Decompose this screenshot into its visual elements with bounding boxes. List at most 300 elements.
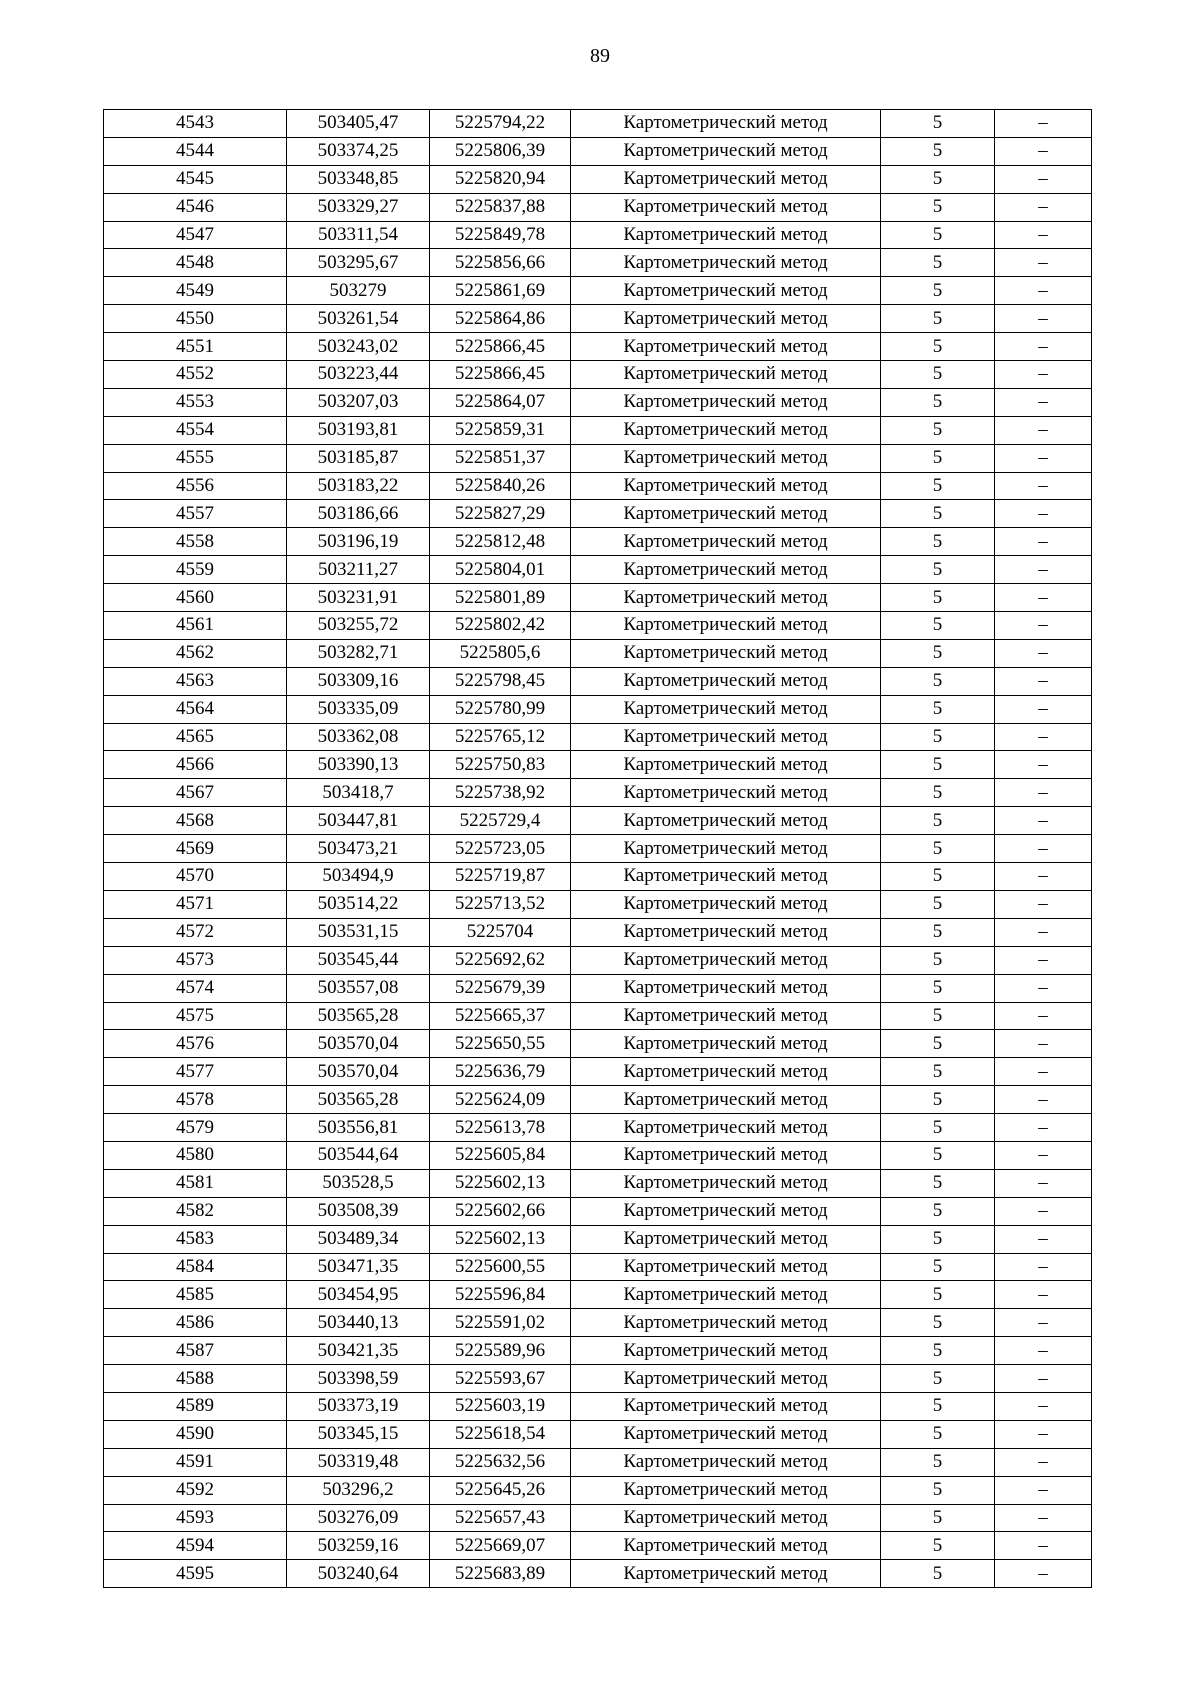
table-row bbox=[104, 110, 1092, 138]
accuracy-cell: 5 bbox=[881, 305, 995, 333]
accuracy-cell: 5 bbox=[881, 1532, 995, 1560]
accuracy-cell: 5 bbox=[881, 1309, 995, 1337]
method-cell: Картометрический метод bbox=[571, 1448, 881, 1476]
point-number-cell: 4563 bbox=[104, 667, 287, 695]
description-cell: – bbox=[995, 946, 1092, 974]
table-row bbox=[104, 723, 1092, 751]
table-row bbox=[104, 388, 1092, 416]
point-number-cell: 4588 bbox=[104, 1365, 287, 1393]
coordinates-table bbox=[103, 109, 1092, 1588]
y-coordinate-cell: 5225618,54 bbox=[430, 1420, 571, 1448]
method-cell: Картометрический метод bbox=[571, 1225, 881, 1253]
point-number-cell: 4553 bbox=[104, 388, 287, 416]
accuracy-cell: 5 bbox=[881, 974, 995, 1002]
method-cell: Картометрический метод bbox=[571, 918, 881, 946]
y-coordinate-cell: 5225840,26 bbox=[430, 472, 571, 500]
method-cell: Картометрический метод bbox=[571, 835, 881, 863]
description-cell: – bbox=[995, 1337, 1092, 1365]
point-number-cell: 4591 bbox=[104, 1448, 287, 1476]
description-cell: – bbox=[995, 277, 1092, 305]
point-number-cell: 4594 bbox=[104, 1532, 287, 1560]
description-cell: – bbox=[995, 556, 1092, 584]
method-cell: Картометрический метод bbox=[571, 165, 881, 193]
description-cell: – bbox=[995, 110, 1092, 138]
y-coordinate-cell: 5225719,87 bbox=[430, 863, 571, 891]
description-cell: – bbox=[995, 1560, 1092, 1588]
table-row bbox=[104, 1476, 1092, 1504]
x-coordinate-cell: 503311,54 bbox=[287, 221, 430, 249]
point-number-cell: 4562 bbox=[104, 639, 287, 667]
point-number-cell: 4547 bbox=[104, 221, 287, 249]
y-coordinate-cell: 5225650,55 bbox=[430, 1030, 571, 1058]
method-cell: Картометрический метод bbox=[571, 863, 881, 891]
accuracy-cell: 5 bbox=[881, 1197, 995, 1225]
table-row bbox=[104, 1141, 1092, 1169]
point-number-cell: 4576 bbox=[104, 1030, 287, 1058]
y-coordinate-cell: 5225602,13 bbox=[430, 1225, 571, 1253]
table-row bbox=[104, 221, 1092, 249]
y-coordinate-cell: 5225765,12 bbox=[430, 723, 571, 751]
description-cell: – bbox=[995, 416, 1092, 444]
method-cell: Картометрический метод bbox=[571, 1058, 881, 1086]
point-number-cell: 4567 bbox=[104, 779, 287, 807]
x-coordinate-cell: 503557,08 bbox=[287, 974, 430, 1002]
method-cell: Картометрический метод bbox=[571, 974, 881, 1002]
accuracy-cell: 5 bbox=[881, 667, 995, 695]
description-cell: – bbox=[995, 1309, 1092, 1337]
accuracy-cell: 5 bbox=[881, 779, 995, 807]
table-row bbox=[104, 639, 1092, 667]
table-row bbox=[104, 695, 1092, 723]
point-number-cell: 4554 bbox=[104, 416, 287, 444]
description-cell: – bbox=[995, 974, 1092, 1002]
x-coordinate-cell: 503508,39 bbox=[287, 1197, 430, 1225]
method-cell: Картометрический метод bbox=[571, 1365, 881, 1393]
table-row bbox=[104, 444, 1092, 472]
accuracy-cell: 5 bbox=[881, 277, 995, 305]
method-cell: Картометрический метод bbox=[571, 361, 881, 389]
table-row bbox=[104, 1114, 1092, 1142]
x-coordinate-cell: 503186,66 bbox=[287, 500, 430, 528]
description-cell: – bbox=[995, 500, 1092, 528]
description-cell: – bbox=[995, 1086, 1092, 1114]
x-coordinate-cell: 503183,22 bbox=[287, 472, 430, 500]
method-cell: Картометрический метод bbox=[571, 1476, 881, 1504]
method-cell: Картометрический метод bbox=[571, 1392, 881, 1420]
table-row bbox=[104, 305, 1092, 333]
y-coordinate-cell: 5225679,39 bbox=[430, 974, 571, 1002]
point-number-cell: 4595 bbox=[104, 1560, 287, 1588]
description-cell: – bbox=[995, 305, 1092, 333]
accuracy-cell: 5 bbox=[881, 1141, 995, 1169]
table-row bbox=[104, 918, 1092, 946]
point-number-cell: 4551 bbox=[104, 333, 287, 361]
table-row bbox=[104, 193, 1092, 221]
accuracy-cell: 5 bbox=[881, 221, 995, 249]
x-coordinate-cell: 503570,04 bbox=[287, 1030, 430, 1058]
y-coordinate-cell: 5225683,89 bbox=[430, 1560, 571, 1588]
description-cell: – bbox=[995, 388, 1092, 416]
accuracy-cell: 5 bbox=[881, 193, 995, 221]
y-coordinate-cell: 5225864,07 bbox=[430, 388, 571, 416]
x-coordinate-cell: 503489,34 bbox=[287, 1225, 430, 1253]
y-coordinate-cell: 5225805,6 bbox=[430, 639, 571, 667]
description-cell: – bbox=[995, 221, 1092, 249]
accuracy-cell: 5 bbox=[881, 361, 995, 389]
description-cell: – bbox=[995, 1448, 1092, 1476]
point-number-cell: 4570 bbox=[104, 863, 287, 891]
method-cell: Картометрический метод bbox=[571, 807, 881, 835]
point-number-cell: 4565 bbox=[104, 723, 287, 751]
point-number-cell: 4586 bbox=[104, 1309, 287, 1337]
method-cell: Картометрический метод bbox=[571, 1253, 881, 1281]
method-cell: Картометрический метод bbox=[571, 472, 881, 500]
point-number-cell: 4579 bbox=[104, 1114, 287, 1142]
x-coordinate-cell: 503531,15 bbox=[287, 918, 430, 946]
point-number-cell: 4557 bbox=[104, 500, 287, 528]
method-cell: Картометрический метод bbox=[571, 1420, 881, 1448]
point-number-cell: 4555 bbox=[104, 444, 287, 472]
accuracy-cell: 5 bbox=[881, 1448, 995, 1476]
description-cell: – bbox=[995, 1420, 1092, 1448]
coordinates-table-body bbox=[104, 110, 1092, 1588]
table-row bbox=[104, 416, 1092, 444]
y-coordinate-cell: 5225866,45 bbox=[430, 333, 571, 361]
table-row bbox=[104, 835, 1092, 863]
table-row bbox=[104, 1560, 1092, 1588]
description-cell: – bbox=[995, 1058, 1092, 1086]
accuracy-cell: 5 bbox=[881, 472, 995, 500]
accuracy-cell: 5 bbox=[881, 1002, 995, 1030]
x-coordinate-cell: 503447,81 bbox=[287, 807, 430, 835]
method-cell: Картометрический метод bbox=[571, 305, 881, 333]
table-row bbox=[104, 500, 1092, 528]
accuracy-cell: 5 bbox=[881, 556, 995, 584]
table-row bbox=[104, 1225, 1092, 1253]
y-coordinate-cell: 5225589,96 bbox=[430, 1337, 571, 1365]
y-coordinate-cell: 5225866,45 bbox=[430, 361, 571, 389]
description-cell: – bbox=[995, 1169, 1092, 1197]
y-coordinate-cell: 5225859,31 bbox=[430, 416, 571, 444]
description-cell: – bbox=[995, 863, 1092, 891]
point-number-cell: 4585 bbox=[104, 1281, 287, 1309]
point-number-cell: 4566 bbox=[104, 751, 287, 779]
method-cell: Картометрический метод bbox=[571, 193, 881, 221]
y-coordinate-cell: 5225861,69 bbox=[430, 277, 571, 305]
x-coordinate-cell: 503243,02 bbox=[287, 333, 430, 361]
table-row bbox=[104, 863, 1092, 891]
y-coordinate-cell: 5225837,88 bbox=[430, 193, 571, 221]
x-coordinate-cell: 503196,19 bbox=[287, 528, 430, 556]
point-number-cell: 4582 bbox=[104, 1197, 287, 1225]
description-cell: – bbox=[995, 444, 1092, 472]
method-cell: Картометрический метод bbox=[571, 1086, 881, 1114]
point-number-cell: 4560 bbox=[104, 584, 287, 612]
description-cell: – bbox=[995, 333, 1092, 361]
y-coordinate-cell: 5225605,84 bbox=[430, 1141, 571, 1169]
method-cell: Картометрический метод bbox=[571, 1197, 881, 1225]
description-cell: – bbox=[995, 779, 1092, 807]
y-coordinate-cell: 5225827,29 bbox=[430, 500, 571, 528]
x-coordinate-cell: 503440,13 bbox=[287, 1309, 430, 1337]
method-cell: Картометрический метод bbox=[571, 1141, 881, 1169]
table-row bbox=[104, 472, 1092, 500]
point-number-cell: 4568 bbox=[104, 807, 287, 835]
method-cell: Картометрический метод bbox=[571, 1337, 881, 1365]
x-coordinate-cell: 503335,09 bbox=[287, 695, 430, 723]
x-coordinate-cell: 503276,09 bbox=[287, 1504, 430, 1532]
table-row bbox=[104, 584, 1092, 612]
table-row bbox=[104, 1253, 1092, 1281]
description-cell: – bbox=[995, 1281, 1092, 1309]
point-number-cell: 4548 bbox=[104, 249, 287, 277]
x-coordinate-cell: 503544,64 bbox=[287, 1141, 430, 1169]
accuracy-cell: 5 bbox=[881, 1169, 995, 1197]
accuracy-cell: 5 bbox=[881, 444, 995, 472]
x-coordinate-cell: 503282,71 bbox=[287, 639, 430, 667]
x-coordinate-cell: 503279 bbox=[287, 277, 430, 305]
description-cell: – bbox=[995, 584, 1092, 612]
description-cell: – bbox=[995, 1141, 1092, 1169]
description-cell: – bbox=[995, 890, 1092, 918]
method-cell: Картометрический метод bbox=[571, 695, 881, 723]
method-cell: Картометрический метод bbox=[571, 333, 881, 361]
description-cell: – bbox=[995, 193, 1092, 221]
table-row bbox=[104, 807, 1092, 835]
accuracy-cell: 5 bbox=[881, 388, 995, 416]
x-coordinate-cell: 503398,59 bbox=[287, 1365, 430, 1393]
point-number-cell: 4573 bbox=[104, 946, 287, 974]
y-coordinate-cell: 5225645,26 bbox=[430, 1476, 571, 1504]
x-coordinate-cell: 503454,95 bbox=[287, 1281, 430, 1309]
table-row bbox=[104, 556, 1092, 584]
accuracy-cell: 5 bbox=[881, 695, 995, 723]
point-number-cell: 4558 bbox=[104, 528, 287, 556]
point-number-cell: 4587 bbox=[104, 1337, 287, 1365]
y-coordinate-cell: 5225851,37 bbox=[430, 444, 571, 472]
description-cell: – bbox=[995, 249, 1092, 277]
point-number-cell: 4546 bbox=[104, 193, 287, 221]
method-cell: Картометрический метод bbox=[571, 277, 881, 305]
x-coordinate-cell: 503255,72 bbox=[287, 612, 430, 640]
accuracy-cell: 5 bbox=[881, 500, 995, 528]
point-number-cell: 4584 bbox=[104, 1253, 287, 1281]
description-cell: – bbox=[995, 528, 1092, 556]
accuracy-cell: 5 bbox=[881, 890, 995, 918]
accuracy-cell: 5 bbox=[881, 1281, 995, 1309]
table-row bbox=[104, 361, 1092, 389]
method-cell: Картометрический метод bbox=[571, 556, 881, 584]
x-coordinate-cell: 503211,27 bbox=[287, 556, 430, 584]
method-cell: Картометрический метод bbox=[571, 110, 881, 138]
x-coordinate-cell: 503329,27 bbox=[287, 193, 430, 221]
y-coordinate-cell: 5225780,99 bbox=[430, 695, 571, 723]
x-coordinate-cell: 503185,87 bbox=[287, 444, 430, 472]
accuracy-cell: 5 bbox=[881, 1253, 995, 1281]
x-coordinate-cell: 503223,44 bbox=[287, 361, 430, 389]
accuracy-cell: 5 bbox=[881, 584, 995, 612]
y-coordinate-cell: 5225801,89 bbox=[430, 584, 571, 612]
point-number-cell: 4545 bbox=[104, 165, 287, 193]
method-cell: Картометрический метод bbox=[571, 444, 881, 472]
accuracy-cell: 5 bbox=[881, 1225, 995, 1253]
accuracy-cell: 5 bbox=[881, 946, 995, 974]
y-coordinate-cell: 5225856,66 bbox=[430, 249, 571, 277]
table-row bbox=[104, 667, 1092, 695]
x-coordinate-cell: 503528,5 bbox=[287, 1169, 430, 1197]
x-coordinate-cell: 503231,91 bbox=[287, 584, 430, 612]
accuracy-cell: 5 bbox=[881, 918, 995, 946]
y-coordinate-cell: 5225657,43 bbox=[430, 1504, 571, 1532]
y-coordinate-cell: 5225729,4 bbox=[430, 807, 571, 835]
accuracy-cell: 5 bbox=[881, 165, 995, 193]
table-row bbox=[104, 1030, 1092, 1058]
method-cell: Картометрический метод bbox=[571, 667, 881, 695]
x-coordinate-cell: 503259,16 bbox=[287, 1532, 430, 1560]
method-cell: Картометрический метод bbox=[571, 1030, 881, 1058]
x-coordinate-cell: 503373,19 bbox=[287, 1392, 430, 1420]
table-row bbox=[104, 1058, 1092, 1086]
method-cell: Картометрический метод bbox=[571, 946, 881, 974]
point-number-cell: 4552 bbox=[104, 361, 287, 389]
table-row bbox=[104, 974, 1092, 1002]
x-coordinate-cell: 503207,03 bbox=[287, 388, 430, 416]
y-coordinate-cell: 5225713,52 bbox=[430, 890, 571, 918]
x-coordinate-cell: 503473,21 bbox=[287, 835, 430, 863]
method-cell: Картометрический метод bbox=[571, 137, 881, 165]
table-row bbox=[104, 1504, 1092, 1532]
table-row bbox=[104, 946, 1092, 974]
y-coordinate-cell: 5225798,45 bbox=[430, 667, 571, 695]
y-coordinate-cell: 5225613,78 bbox=[430, 1114, 571, 1142]
method-cell: Картометрический метод bbox=[571, 612, 881, 640]
x-coordinate-cell: 503348,85 bbox=[287, 165, 430, 193]
y-coordinate-cell: 5225704 bbox=[430, 918, 571, 946]
table-row bbox=[104, 137, 1092, 165]
y-coordinate-cell: 5225738,92 bbox=[430, 779, 571, 807]
x-coordinate-cell: 503565,28 bbox=[287, 1002, 430, 1030]
accuracy-cell: 5 bbox=[881, 807, 995, 835]
x-coordinate-cell: 503362,08 bbox=[287, 723, 430, 751]
description-cell: – bbox=[995, 137, 1092, 165]
point-number-cell: 4550 bbox=[104, 305, 287, 333]
y-coordinate-cell: 5225812,48 bbox=[430, 528, 571, 556]
method-cell: Картометрический метод bbox=[571, 388, 881, 416]
point-number-cell: 4559 bbox=[104, 556, 287, 584]
point-number-cell: 4571 bbox=[104, 890, 287, 918]
method-cell: Картометрический метод bbox=[571, 1114, 881, 1142]
method-cell: Картометрический метод bbox=[571, 584, 881, 612]
description-cell: – bbox=[995, 807, 1092, 835]
x-coordinate-cell: 503545,44 bbox=[287, 946, 430, 974]
description-cell: – bbox=[995, 1365, 1092, 1393]
table-row bbox=[104, 1337, 1092, 1365]
accuracy-cell: 5 bbox=[881, 1365, 995, 1393]
description-cell: – bbox=[995, 1392, 1092, 1420]
description-cell: – bbox=[995, 361, 1092, 389]
table-row bbox=[104, 751, 1092, 779]
accuracy-cell: 5 bbox=[881, 528, 995, 556]
accuracy-cell: 5 bbox=[881, 1114, 995, 1142]
point-number-cell: 4577 bbox=[104, 1058, 287, 1086]
x-coordinate-cell: 503390,13 bbox=[287, 751, 430, 779]
x-coordinate-cell: 503193,81 bbox=[287, 416, 430, 444]
point-number-cell: 4593 bbox=[104, 1504, 287, 1532]
x-coordinate-cell: 503471,35 bbox=[287, 1253, 430, 1281]
accuracy-cell: 5 bbox=[881, 1476, 995, 1504]
point-number-cell: 4590 bbox=[104, 1420, 287, 1448]
y-coordinate-cell: 5225802,42 bbox=[430, 612, 571, 640]
y-coordinate-cell: 5225593,67 bbox=[430, 1365, 571, 1393]
description-cell: – bbox=[995, 1253, 1092, 1281]
method-cell: Картометрический метод bbox=[571, 1002, 881, 1030]
method-cell: Картометрический метод bbox=[571, 890, 881, 918]
table-row bbox=[104, 1365, 1092, 1393]
accuracy-cell: 5 bbox=[881, 1504, 995, 1532]
table-row bbox=[104, 1309, 1092, 1337]
y-coordinate-cell: 5225602,66 bbox=[430, 1197, 571, 1225]
y-coordinate-cell: 5225665,37 bbox=[430, 1002, 571, 1030]
y-coordinate-cell: 5225820,94 bbox=[430, 165, 571, 193]
table-row bbox=[104, 779, 1092, 807]
x-coordinate-cell: 503345,15 bbox=[287, 1420, 430, 1448]
description-cell: – bbox=[995, 1197, 1092, 1225]
accuracy-cell: 5 bbox=[881, 1392, 995, 1420]
y-coordinate-cell: 5225692,62 bbox=[430, 946, 571, 974]
accuracy-cell: 5 bbox=[881, 1086, 995, 1114]
accuracy-cell: 5 bbox=[881, 751, 995, 779]
table-row bbox=[104, 1392, 1092, 1420]
page-number: 89 bbox=[590, 45, 610, 67]
y-coordinate-cell: 5225849,78 bbox=[430, 221, 571, 249]
x-coordinate-cell: 503421,35 bbox=[287, 1337, 430, 1365]
accuracy-cell: 5 bbox=[881, 1420, 995, 1448]
y-coordinate-cell: 5225750,83 bbox=[430, 751, 571, 779]
point-number-cell: 4575 bbox=[104, 1002, 287, 1030]
y-coordinate-cell: 5225591,02 bbox=[430, 1309, 571, 1337]
point-number-cell: 4578 bbox=[104, 1086, 287, 1114]
description-cell: – bbox=[995, 1030, 1092, 1058]
method-cell: Картометрический метод bbox=[571, 249, 881, 277]
y-coordinate-cell: 5225603,19 bbox=[430, 1392, 571, 1420]
table-row bbox=[104, 1002, 1092, 1030]
table-row bbox=[104, 1086, 1092, 1114]
accuracy-cell: 5 bbox=[881, 1560, 995, 1588]
x-coordinate-cell: 503565,28 bbox=[287, 1086, 430, 1114]
accuracy-cell: 5 bbox=[881, 249, 995, 277]
x-coordinate-cell: 503296,2 bbox=[287, 1476, 430, 1504]
table-row bbox=[104, 1281, 1092, 1309]
point-number-cell: 4592 bbox=[104, 1476, 287, 1504]
description-cell: – bbox=[995, 1532, 1092, 1560]
point-number-cell: 4574 bbox=[104, 974, 287, 1002]
table-row bbox=[104, 612, 1092, 640]
method-cell: Картометрический метод bbox=[571, 639, 881, 667]
x-coordinate-cell: 503295,67 bbox=[287, 249, 430, 277]
table-row bbox=[104, 249, 1092, 277]
table-row bbox=[104, 1420, 1092, 1448]
table-row bbox=[104, 1448, 1092, 1476]
x-coordinate-cell: 503319,48 bbox=[287, 1448, 430, 1476]
method-cell: Картометрический метод bbox=[571, 1169, 881, 1197]
accuracy-cell: 5 bbox=[881, 416, 995, 444]
table-row bbox=[104, 1169, 1092, 1197]
method-cell: Картометрический метод bbox=[571, 751, 881, 779]
x-coordinate-cell: 503556,81 bbox=[287, 1114, 430, 1142]
y-coordinate-cell: 5225600,55 bbox=[430, 1253, 571, 1281]
table-row bbox=[104, 333, 1092, 361]
description-cell: – bbox=[995, 695, 1092, 723]
